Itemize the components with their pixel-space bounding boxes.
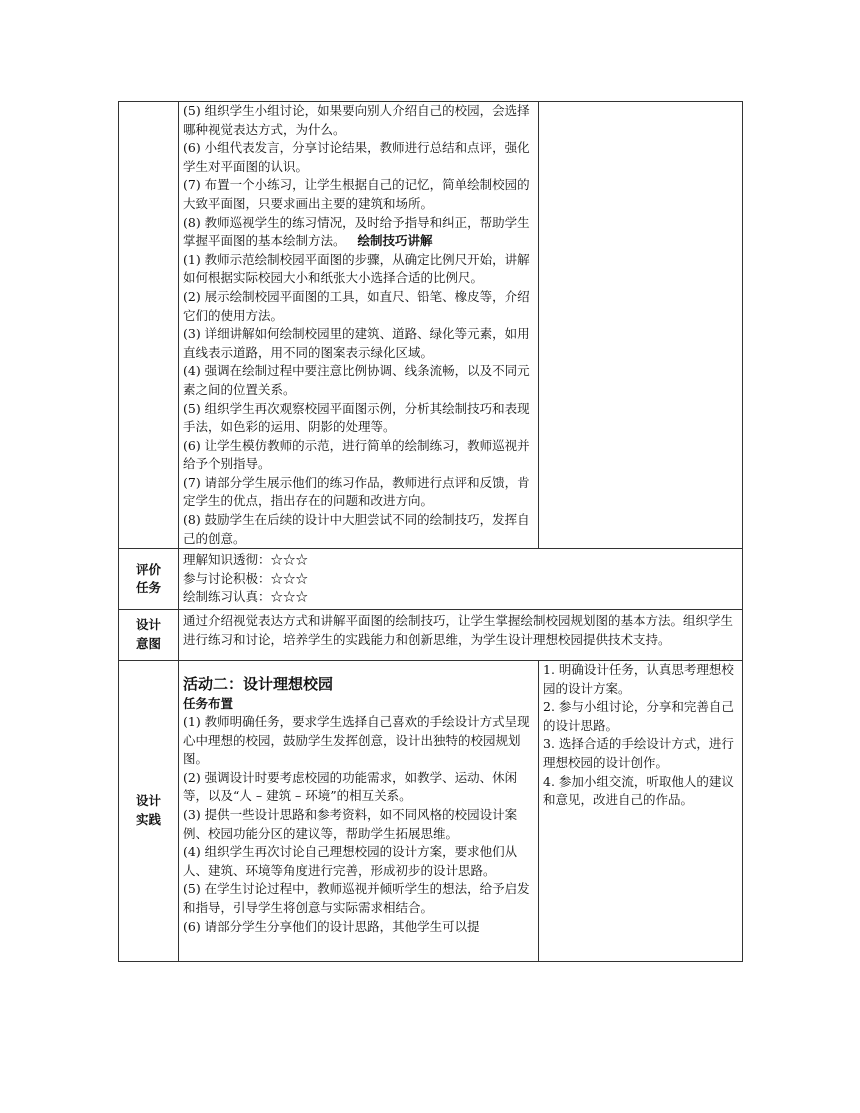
- table-row-continued-steps: [119, 102, 743, 549]
- student-activity-cell-empty: [539, 102, 743, 549]
- evaluation-item: 理解知识透彻：☆☆☆: [183, 552, 309, 568]
- task-subtitle: 任务布置: [183, 696, 234, 712]
- step-line: (3) 详细讲解如何绘制校园里的建筑、道路、绿化等元素，如用直线表示道路，用不同的图案表示绿化区域。: [183, 326, 530, 360]
- row-label-design-practice: [119, 661, 179, 962]
- row-label-evaluation: [119, 549, 179, 610]
- lesson-plan-table: [118, 101, 743, 962]
- design-intent-cell: [179, 610, 743, 661]
- step-line: (8) 鼓励学生在后续的设计中大胆尝试不同的绘制技巧，发挥自己的创意。: [183, 512, 530, 546]
- evaluation-item: 参与讨论积极：☆☆☆: [183, 570, 309, 586]
- evaluation-item: 绘制练习认真：☆☆☆: [183, 589, 309, 605]
- step-line: (1) 教师明确任务，要求学生选择自己喜欢的手绘设计方式呈现心中理想的校园，鼓励学生发挥创意，设计出独特的校园规划图。: [183, 714, 530, 767]
- practice-content: [183, 661, 534, 961]
- step-line: (4) 组织学生再次讨论自己理想校园的设计方案，要求他们从人、建筑、环境等角度进行完善，形成初步的设计思路。: [183, 844, 518, 878]
- row-label-design-intent: [119, 610, 179, 661]
- student-step: 1. 明确设计任务，认真思考理想校园的设计方案。: [543, 662, 734, 696]
- step-line: (1) 教师示范绘制校园平面图的步骤，从确定比例尺开始，讲解如何根据实际校园大小和纸张大小选择合适的比例尺。: [183, 251, 530, 286]
- table-row-design-intent: [119, 610, 743, 661]
- label-text: 设计 实践: [135, 793, 161, 828]
- step-line: (4) 强调在绘制过程中要注意比例协调、线条流畅，以及不同元素之间的位置关系。: [183, 363, 530, 397]
- step-line: (6) 请部分学生分享他们的设计思路，其他学生可以提: [183, 918, 480, 934]
- step-line: (6) 小组代表发言，分享讨论结果，教师进行总结和点评，强化学生对平面图的认识。: [183, 140, 530, 174]
- label-cell-empty: [119, 102, 179, 549]
- step-text: (8) 教师巡视学生的练习情况，及时给予指导和纠正，帮助学生掌握平面图的基本绘制方法。: [183, 214, 530, 249]
- activity-title: 活动二：设计理想校园: [183, 675, 334, 694]
- student-step: 3. 选择合适的手绘设计方式，进行理想校园的设计创作。: [543, 736, 734, 770]
- step-line: (7) 布置一个小练习，让学生根据自己的记忆，简单绘制校园的大致平面图，只要求画出主要的建筑和场所。: [183, 177, 530, 211]
- table-row-evaluation: [119, 549, 743, 610]
- step-line: [183, 214, 534, 251]
- evaluation-cell: [179, 549, 743, 610]
- section-heading: 绘制技巧讲解: [357, 233, 433, 249]
- step-line: (5) 组织学生再次观察校园平面图示例，分析其绘制技巧和表现手法，如色彩的运用、阴影的处理等。: [183, 400, 530, 435]
- student-step: 2. 参与小组讨论，分享和完善自己的设计思路。: [543, 699, 734, 733]
- design-intent-text: 通过介绍视觉表达方式和讲解平面图的绘制技巧，让学生掌握绘制校园规划图的基本方法。组织学生进行练习和讨论，培养学生的实践能力和创新思维，为学生设计理想校园提供技术支持。: [183, 613, 734, 647]
- student-step: 4. 参加小组交流，听取他人的建议和意见，改进自己的作品。: [543, 773, 734, 808]
- label-text: 设计 意图: [135, 617, 161, 652]
- step-line: (3) 提供一些设计思路和参考资料，如不同风格的校园设计案例、校园功能分区的建议等，帮助学生拓展思维。: [183, 807, 518, 841]
- step-line: (5) 组织学生小组讨论，如果要向别人介绍自己的校园，会选择哪种视觉表达方式，为什么。: [183, 103, 530, 137]
- teacher-activity-cell: [179, 661, 539, 962]
- teacher-activity-cell: [179, 102, 539, 549]
- label-text: 评价 任务: [135, 561, 161, 596]
- step-line: (7) 请部分学生展示他们的练习作品，教师进行点评和反馈，肯定学生的优点，指出存在的问题和改进方向。: [183, 474, 530, 509]
- step-line: (5) 在学生讨论过程中，教师巡视并倾听学生的想法，给予启发和指导，引导学生将创意与实际需求相结合。: [183, 881, 530, 915]
- table-row-design-practice: [119, 661, 743, 962]
- step-line: (6) 让学生模仿教师的示范，进行简单的绘制练习，教师巡视并给予个别指导。: [183, 437, 530, 472]
- step-line: (2) 强调设计时要考虑校园的功能需求，如教学、运动、休闲等，以及“人 – 建筑 – 环境”的相互关系。: [183, 769, 518, 804]
- student-activity-cell: [539, 661, 743, 962]
- step-line: (2) 展示绘制校园平面图的工具，如直尺、铅笔、橡皮等，介绍它们的使用方法。: [183, 288, 530, 323]
